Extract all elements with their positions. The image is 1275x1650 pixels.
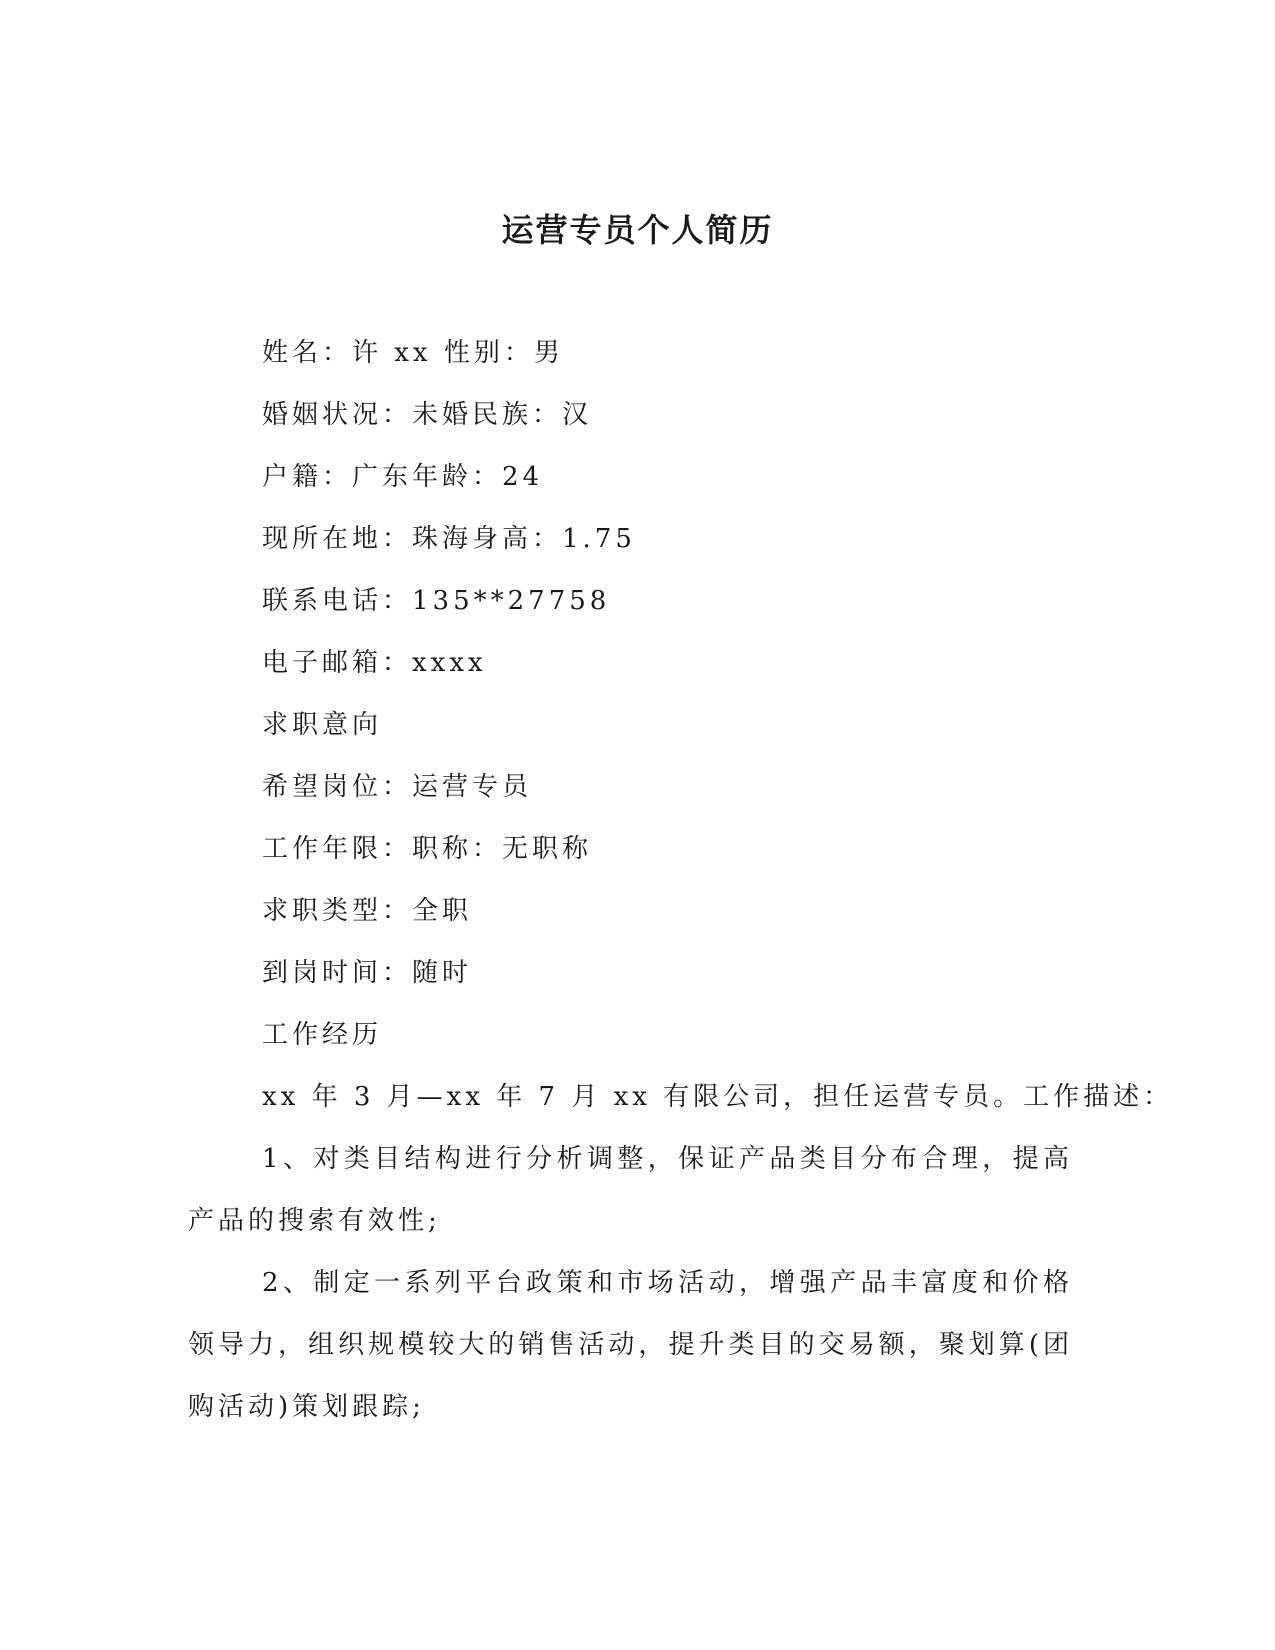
work-duty-paragraph-2: 2、制定一系列平台政策和市场活动，增强产品丰富度和价格领导力，组织规模较大的销售活动，提升类目的交易额，聚划算(团购活动)策划跟踪;	[188, 1268, 1073, 1422]
info-email: 电子邮箱：xxxx	[262, 648, 487, 678]
info-work-years-title: 工作年限：职称：无职称	[262, 834, 593, 864]
work-experience-entry: xx 年 3 月—xx 年 7 月 xx 有限公司，担任运营专员。工作描述：	[262, 1082, 1174, 1112]
section-heading-work-experience: 工作经历	[262, 1020, 383, 1050]
info-job-type: 求职类型：全职	[262, 896, 473, 926]
info-desired-position: 希望岗位：运营专员	[262, 772, 533, 802]
work-duty-paragraph-1: 1、对类目结构进行分析调整，保证产品类目分布合理，提高产品的搜索有效性;	[188, 1144, 1073, 1236]
info-phone: 联系电话：135**27758	[262, 586, 611, 616]
section-heading-job-intention: 求职意向	[262, 710, 383, 740]
info-availability: 到岗时间：随时	[262, 958, 473, 988]
resume-body	[188, 322, 1174, 1438]
info-name-gender: 姓名：许 xx 性别：男	[262, 338, 564, 368]
info-marital-ethnicity: 婚姻状况：未婚民族：汉	[262, 400, 593, 430]
info-hukou-age: 户籍：广东年龄：24	[262, 462, 544, 492]
info-location-height: 现所在地：珠海身高：1.75	[262, 524, 636, 554]
page-title: 运营专员个人简历	[501, 211, 774, 249]
